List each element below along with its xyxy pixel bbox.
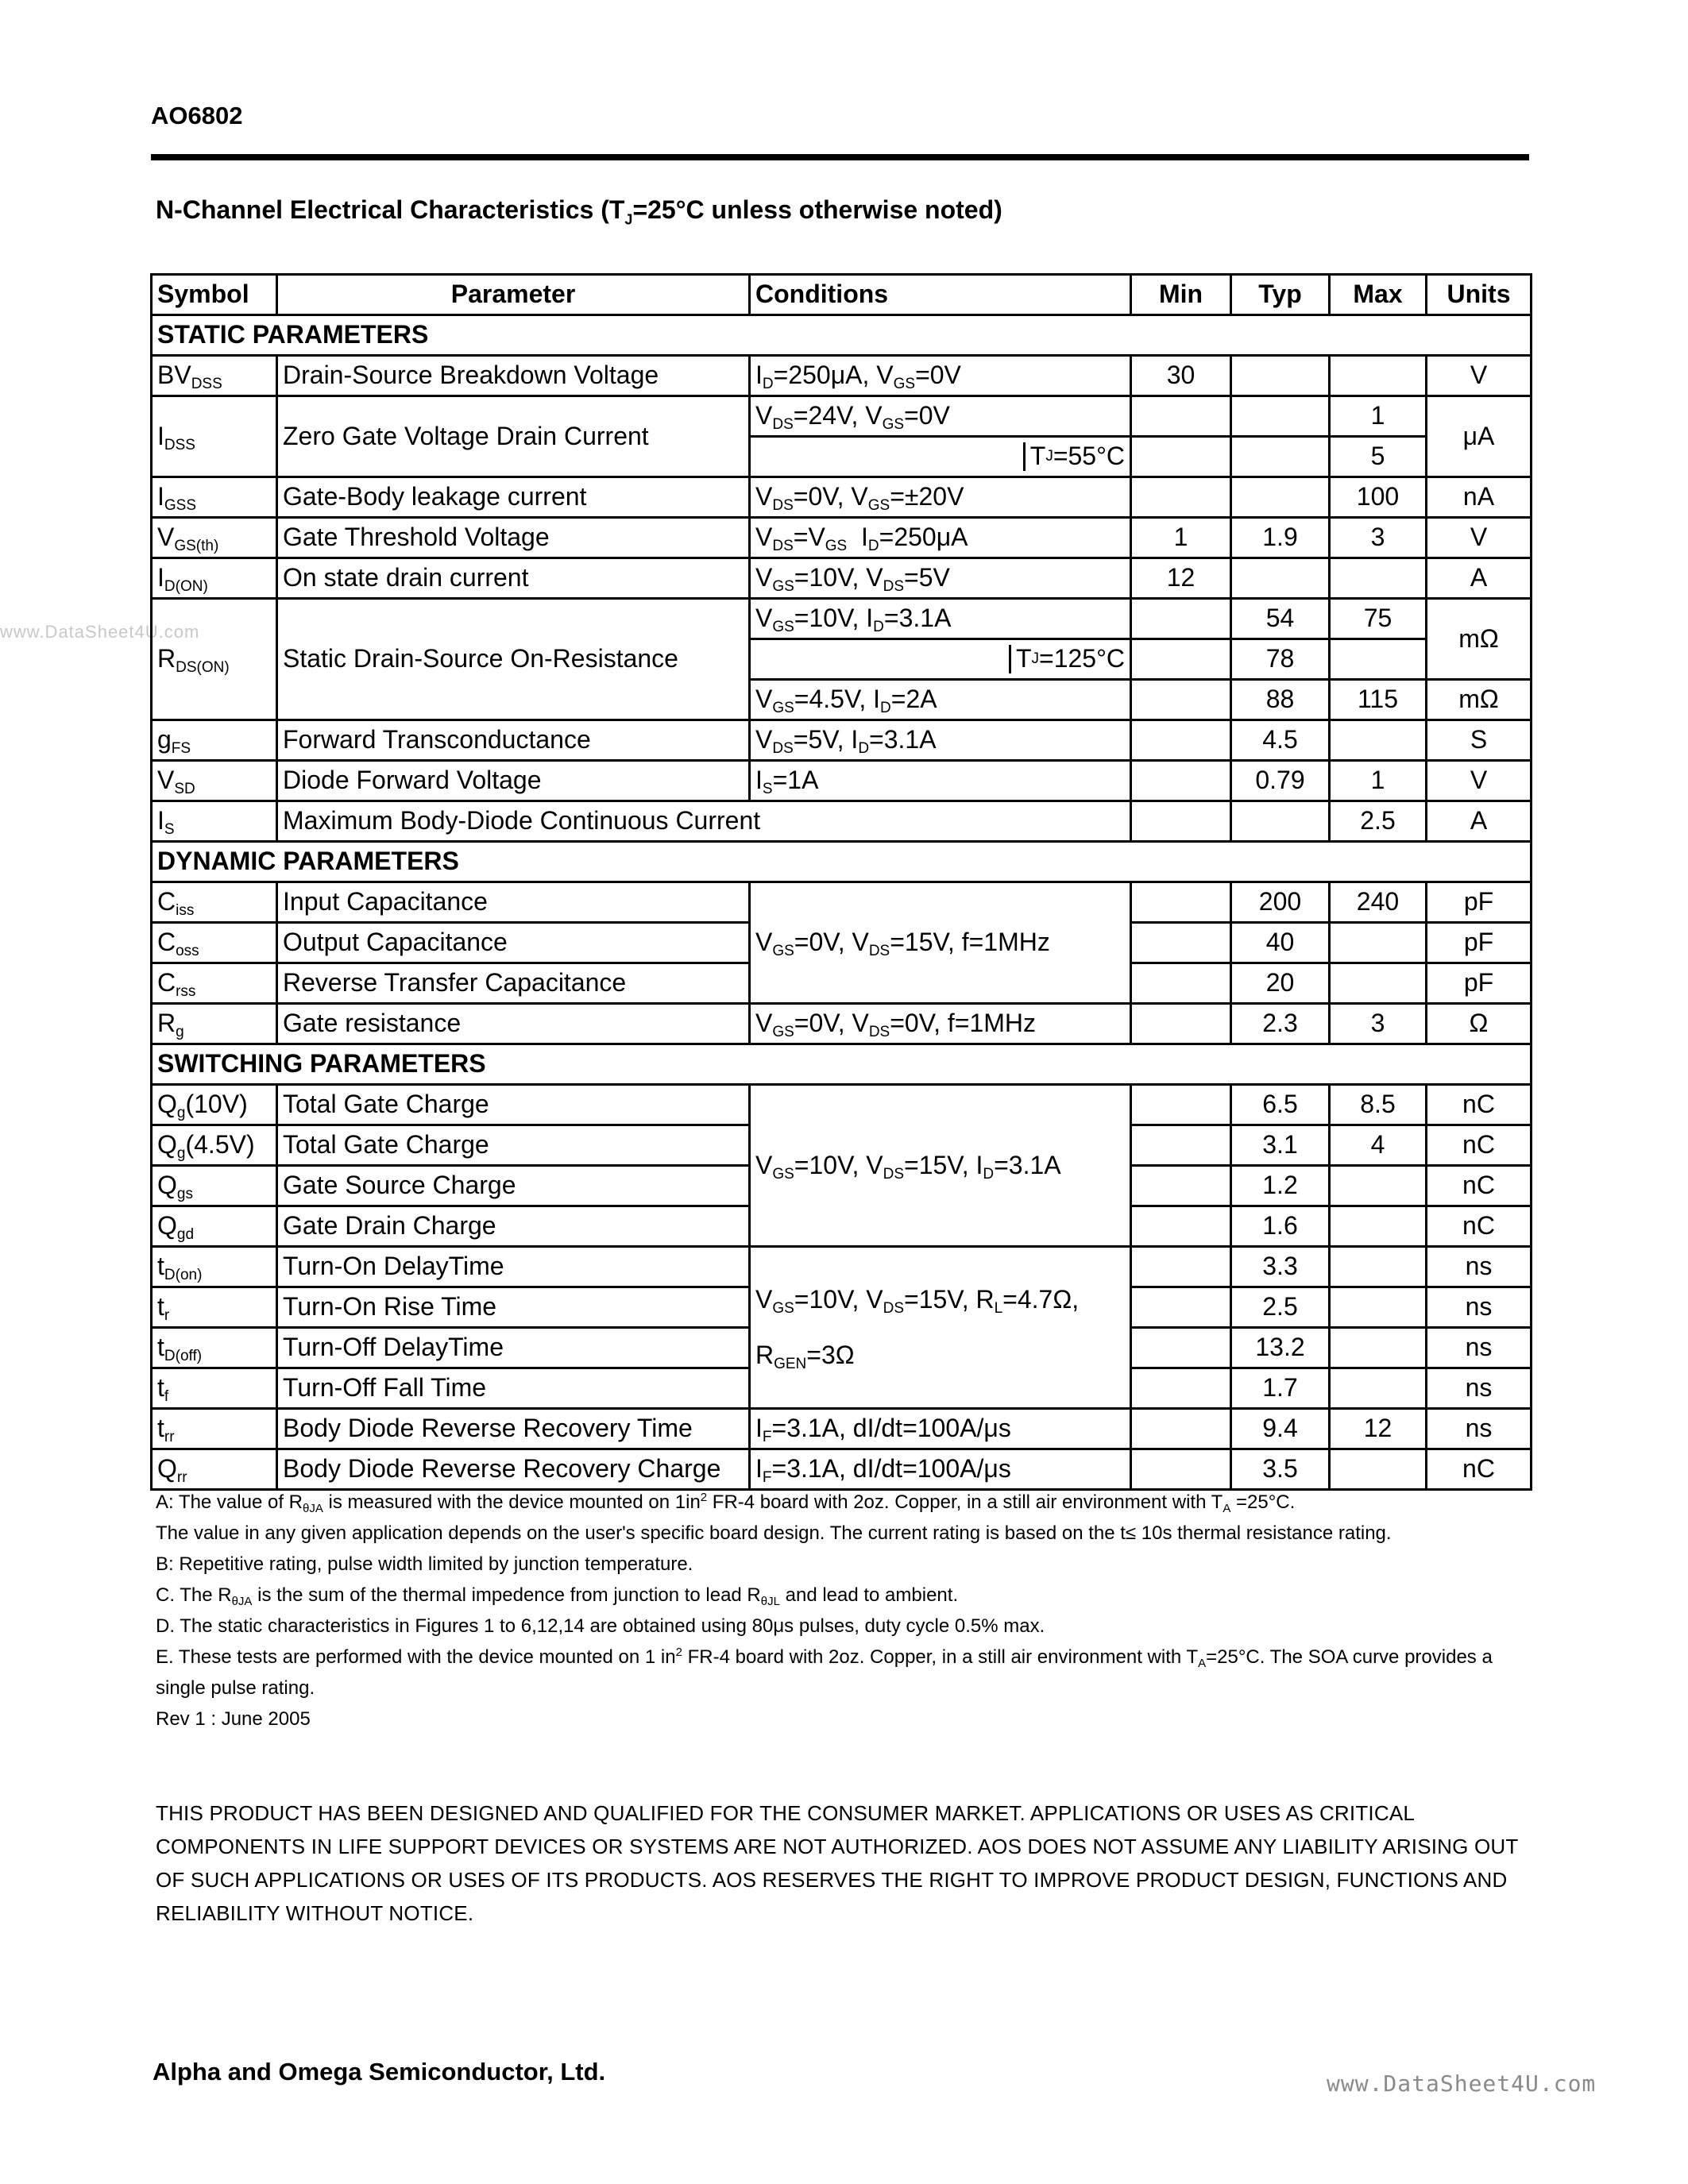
unit-cell: pF (1427, 963, 1532, 1004)
note-a-cont: The value in any given application depends on the user's specific board design. The current rating is based on the t≤ 10s thermal resistance rating. (156, 1522, 1392, 1544)
typ-cell: 3.1 (1231, 1125, 1330, 1166)
unit-cell: V (1427, 356, 1532, 396)
parameter-cell: Output Capacitance (277, 923, 750, 963)
unit-cell: nC (1427, 1449, 1532, 1490)
header-parameter: Parameter (277, 275, 750, 315)
conditions-cell: $V_{DS}=5V$, $I_D=3.1A$ (750, 720, 1131, 761)
section-row (152, 842, 1532, 882)
symbol-cell: $t_{rr}$ (152, 1409, 277, 1449)
parameter-cell: Body Diode Reverse Recovery Charge (277, 1449, 750, 1490)
parameter-cell: Input Capacitance (277, 882, 750, 923)
unit-cell: mΩ (1427, 599, 1532, 680)
section-switching: SWITCHING PARAMETERS (152, 1044, 1532, 1085)
typ-cell: 4.5 (1231, 720, 1330, 761)
section-dynamic: DYNAMIC PARAMETERS (152, 842, 1532, 882)
tj-condition: T J =55°C (1023, 442, 1130, 470)
min-cell (1131, 396, 1231, 437)
conditions-cell: $V_{GS}=4.5V$, $I_D=2A$ (750, 680, 1131, 720)
parameter-cell: On state drain current (277, 558, 750, 599)
symbol-cell: $I_{D(ON)}$ (152, 558, 277, 599)
parameter-cell: Gate Threshold Voltage (277, 518, 750, 558)
conditions-cell: $V_{DS}=24V$, $V_{GS}=0V$ (750, 396, 1131, 437)
conditions-cell: $I_D=250\mu A$, $V_{GS}=0V$ (750, 356, 1131, 396)
electrical-characteristics-table (150, 273, 1532, 1491)
header-typ: Typ (1231, 275, 1330, 315)
typ-cell (1231, 477, 1330, 518)
parameter-cell: Gate resistance (277, 1004, 750, 1044)
typ-cell: 0.79 (1231, 761, 1330, 801)
section-static: STATIC PARAMETERS (152, 315, 1532, 356)
typ-cell: 9.4 (1231, 1409, 1330, 1449)
parameter-cell: Gate-Body leakage current (277, 477, 750, 518)
table-row (152, 1449, 1532, 1490)
parameter-cell: Maximum Body-Diode Continuous Current (277, 801, 1131, 842)
watermark-right: www.DataSheet4U.com (1327, 2070, 1597, 2097)
min-cell (1131, 599, 1231, 639)
min-cell (1131, 437, 1231, 477)
table-row (152, 720, 1532, 761)
unit-cell: S (1427, 720, 1532, 761)
max-cell (1330, 1328, 1427, 1368)
symbol-cell: $Q_g(10V)$ (152, 1085, 277, 1125)
typ-cell: 40 (1231, 923, 1330, 963)
header-max: Max (1330, 275, 1427, 315)
max-cell (1330, 1206, 1427, 1247)
conditions-cell: $I_S=1A$ (750, 761, 1131, 801)
typ-cell: 2.3 (1231, 1004, 1330, 1044)
max-cell: 240 (1330, 882, 1427, 923)
table-row (152, 1247, 1532, 1287)
symbol-cell: $g_{FS}$ (152, 720, 277, 761)
max-cell (1330, 1449, 1427, 1490)
unit-cell: A (1427, 558, 1532, 599)
min-cell (1131, 477, 1231, 518)
table-row (152, 1004, 1532, 1044)
min-cell (1131, 1206, 1231, 1247)
max-cell (1330, 558, 1427, 599)
min-cell: 12 (1131, 558, 1231, 599)
table-row (152, 1409, 1532, 1449)
max-cell (1330, 1368, 1427, 1409)
symbol-cell: $C_{rss}$ (152, 963, 277, 1004)
min-cell: 30 (1131, 356, 1231, 396)
typ-cell: 54 (1231, 599, 1330, 639)
parameter-cell: Total Gate Charge (277, 1125, 750, 1166)
table-row (152, 356, 1532, 396)
note-d: D. The static characteristics in Figures 1 to 6,12,14 are obtained using 80μs pulses, duty cycle 0.5% max. (156, 1615, 1045, 1637)
conditions-cell (750, 437, 1131, 477)
min-cell (1131, 1247, 1231, 1287)
max-cell: 2.5 (1330, 801, 1427, 842)
parameter-cell: Body Diode Reverse Recovery Time (277, 1409, 750, 1449)
conditions-cell: $V_{GS}=10V$, $V_{DS}=5V$ (750, 558, 1131, 599)
unit-cell: A (1427, 801, 1532, 842)
max-cell (1330, 923, 1427, 963)
min-cell (1131, 1004, 1231, 1044)
unit-cell: nA (1427, 477, 1532, 518)
parameter-cell: Static Drain-Source On-Resistance (277, 599, 750, 720)
symbol-cell: $t_f$ (152, 1368, 277, 1409)
min-cell (1131, 1449, 1231, 1490)
revision: Rev 1 : June 2005 (156, 1708, 311, 1730)
parameter-cell: Diode Forward Voltage (277, 761, 750, 801)
typ-cell: 6.5 (1231, 1085, 1330, 1125)
conditions-cell: $V_{GS}=10V$, $V_{DS}=15V$, $R_L=4.7\Omega$, $R_{GEN}=3\Omega$ (750, 1247, 1131, 1409)
max-cell (1330, 1287, 1427, 1328)
min-cell (1131, 1287, 1231, 1328)
note-b: B: Repetitive rating, pulse width limited by junction temperature. (156, 1553, 693, 1575)
parameter-cell: Total Gate Charge (277, 1085, 750, 1125)
min-cell (1131, 1328, 1231, 1368)
parameter-cell: Reverse Transfer Capacitance (277, 963, 750, 1004)
unit-cell: V (1427, 761, 1532, 801)
typ-cell (1231, 558, 1330, 599)
typ-cell (1231, 356, 1330, 396)
max-cell (1330, 356, 1427, 396)
table-header-row (152, 275, 1532, 315)
symbol-cell: $C_{iss}$ (152, 882, 277, 923)
max-cell (1330, 1166, 1427, 1206)
max-cell: 1 (1330, 396, 1427, 437)
unit-cell: ns (1427, 1409, 1532, 1449)
min-cell (1131, 1409, 1231, 1449)
unit-cell: nC (1427, 1085, 1532, 1125)
table-row (152, 558, 1532, 599)
max-cell: 100 (1330, 477, 1427, 518)
symbol-cell: $Q_{gs}$ (152, 1166, 277, 1206)
symbol-cell: $t_{D(off)}$ (152, 1328, 277, 1368)
parameter-cell: Gate Source Charge (277, 1166, 750, 1206)
table-row (152, 599, 1532, 639)
min-cell (1131, 680, 1231, 720)
min-cell (1131, 1368, 1231, 1409)
unit-cell: nC (1427, 1125, 1532, 1166)
unit-cell: mΩ (1427, 680, 1532, 720)
unit-cell: μA (1427, 396, 1532, 477)
conditions-cell: $V_{GS}=10V$, $I_D=3.1A$ (750, 599, 1131, 639)
typ-cell (1231, 437, 1330, 477)
table-row (152, 801, 1532, 842)
min-cell (1131, 882, 1231, 923)
symbol-cell: $Q_{gd}$ (152, 1206, 277, 1247)
typ-cell: 13.2 (1231, 1328, 1330, 1368)
symbol-cell: $V_{GS(th)}$ (152, 518, 277, 558)
parameter-cell: Turn-Off Fall Time (277, 1368, 750, 1409)
unit-cell: pF (1427, 923, 1532, 963)
unit-cell: ns (1427, 1247, 1532, 1287)
unit-cell: V (1427, 518, 1532, 558)
conditions-cell (750, 639, 1131, 680)
header-conditions: Conditions (750, 275, 1131, 315)
footnotes (156, 1487, 1522, 1734)
min-cell: 1 (1131, 518, 1231, 558)
table-row (152, 518, 1532, 558)
typ-cell: 1.9 (1231, 518, 1330, 558)
unit-cell: nC (1427, 1206, 1532, 1247)
typ-cell: 1.7 (1231, 1368, 1330, 1409)
parameter-cell: Turn-Off DelayTime (277, 1328, 750, 1368)
section-title: N-Channel Electrical Characteristics ($T_J=25^\circ C$ unless otherwise noted) (156, 195, 1002, 228)
header-symbol: Symbol (152, 275, 277, 315)
min-cell (1131, 639, 1231, 680)
unit-cell: Ω (1427, 1004, 1532, 1044)
typ-cell: 3.3 (1231, 1247, 1330, 1287)
min-cell (1131, 1166, 1231, 1206)
symbol-cell: $I_{DSS}$ (152, 396, 277, 477)
parameter-cell: Zero Gate Voltage Drain Current (277, 396, 750, 477)
max-cell: 3 (1330, 1004, 1427, 1044)
max-cell: 3 (1330, 518, 1427, 558)
unit-cell: ns (1427, 1328, 1532, 1368)
symbol-cell: $t_r$ (152, 1287, 277, 1328)
section-row (152, 1044, 1532, 1085)
note-a: A: The value of $R_{\theta JA}$ is measured with the device mounted on $1in^2$ FR-4 board with 2oz. Copper, in a still air environment with $T_A =25^\circ C$. (156, 1491, 1296, 1515)
max-cell (1330, 639, 1427, 680)
min-cell (1131, 923, 1231, 963)
unit-cell: pF (1427, 882, 1532, 923)
max-cell (1330, 1247, 1427, 1287)
table-row (152, 761, 1532, 801)
note-e: E. These tests are performed with the device mounted on 1 $in^2$ FR-4 board with 2oz. Copper, in a still air environment with $T_A=25^\circ C$. The SOA curve provides a single pulse rating. (156, 1646, 1493, 1699)
max-cell: 115 (1330, 680, 1427, 720)
typ-cell: 88 (1231, 680, 1330, 720)
tj-condition: T J =125°C (1009, 645, 1130, 673)
max-cell (1330, 720, 1427, 761)
conditions-cell: $V_{GS}=0V$, $V_{DS}=15V$, f=1MHz (750, 882, 1131, 1004)
min-cell (1131, 720, 1231, 761)
symbol-cell: $t_{D(on)}$ (152, 1247, 277, 1287)
parameter-cell: Turn-On Rise Time (277, 1287, 750, 1328)
unit-cell: ns (1427, 1368, 1532, 1409)
conditions-cell: $I_F=3.1A$, dI/dt=100A/μs (750, 1409, 1131, 1449)
parameter-cell: Drain-Source Breakdown Voltage (277, 356, 750, 396)
typ-cell: 1.2 (1231, 1166, 1330, 1206)
min-cell (1131, 1125, 1231, 1166)
conditions-cell: $V_{GS}=0V$, $V_{DS}=0V$, f=1MHz (750, 1004, 1131, 1044)
max-cell (1330, 963, 1427, 1004)
section-row (152, 315, 1532, 356)
table-row (152, 396, 1532, 437)
max-cell: 8.5 (1330, 1085, 1427, 1125)
parameter-cell: Forward Transconductance (277, 720, 750, 761)
typ-cell (1231, 801, 1330, 842)
max-cell: 5 (1330, 437, 1427, 477)
typ-cell: 78 (1231, 639, 1330, 680)
typ-cell: 20 (1231, 963, 1330, 1004)
symbol-cell: $V_{SD}$ (152, 761, 277, 801)
max-cell: 12 (1330, 1409, 1427, 1449)
symbol-cell: $Q_{rr}$ (152, 1449, 277, 1490)
symbol-cell: $BV_{DSS}$ (152, 356, 277, 396)
typ-cell: 1.6 (1231, 1206, 1330, 1247)
symbol-cell: $C_{oss}$ (152, 923, 277, 963)
min-cell (1131, 801, 1231, 842)
symbol-cell: $I_{GSS}$ (152, 477, 277, 518)
symbol-cell: $Q_g(4.5V)$ (152, 1125, 277, 1166)
disclaimer: THIS PRODUCT HAS BEEN DESIGNED AND QUALIFIED FOR THE CONSUMER MARKET. APPLICATIONS OR USES AS CRITICAL COMPONENTS IN LIFE SUPPORT DEVICES OR SYSTEMS ARE NOT AUTHORIZED. AOS DOES NOT ASSUME ANY LIABILITY ARISING OUT OF SUCH APPLICATIONS OR USES OF ITS PRODUCTS. AOS RESERVES THE RIGHT TO IMPROVE PRODUCT DESIGN, FUNCTIONS AND RELIABILITY WITHOUT NOTICE. (156, 1801, 1519, 1925)
min-cell (1131, 963, 1231, 1004)
typ-cell (1231, 396, 1330, 437)
header-units: Units (1427, 275, 1532, 315)
watermark-left: www.DataSheet4U.com (0, 622, 200, 642)
conditions-cell: $I_F=3.1A$, dI/dt=100A/μs (750, 1449, 1131, 1490)
conditions-cell: $V_{DS}=V_{GS}$ $I_D=250\mu A$ (750, 518, 1131, 558)
max-cell: 4 (1330, 1125, 1427, 1166)
max-cell: 75 (1330, 599, 1427, 639)
typ-cell: 2.5 (1231, 1287, 1330, 1328)
typ-cell: 200 (1231, 882, 1330, 923)
unit-cell: ns (1427, 1287, 1532, 1328)
table-row (152, 1085, 1532, 1125)
company-name: Alpha and Omega Semiconductor, Ltd. (153, 2058, 606, 2086)
conditions-cell: $V_{GS}=10V$, $V_{DS}=15V$, $I_D=3.1A$ (750, 1085, 1131, 1247)
header-min: Min (1131, 275, 1231, 315)
max-cell: 1 (1330, 761, 1427, 801)
header-rule (151, 154, 1529, 160)
note-c: C. The $R_{\theta JA}$ is the sum of the thermal impedence from junction to lead $R_{\theta JL}$ and lead to ambient. (156, 1584, 959, 1608)
symbol-cell: $R_{DS(ON)}$ (152, 599, 277, 720)
table-row (152, 477, 1532, 518)
unit-cell: nC (1427, 1166, 1532, 1206)
parameter-cell: Turn-On DelayTime (277, 1247, 750, 1287)
min-cell (1131, 761, 1231, 801)
table-row (152, 882, 1532, 923)
min-cell (1131, 1085, 1231, 1125)
conditions-cell: $V_{DS}=0V$, $V_{GS}=\pm 20V$ (750, 477, 1131, 518)
symbol-cell: $R_g$ (152, 1004, 277, 1044)
parameter-cell: Gate Drain Charge (277, 1206, 750, 1247)
part-number: AO6802 (151, 102, 243, 129)
typ-cell: 3.5 (1231, 1449, 1330, 1490)
symbol-cell: $I_S$ (152, 801, 277, 842)
